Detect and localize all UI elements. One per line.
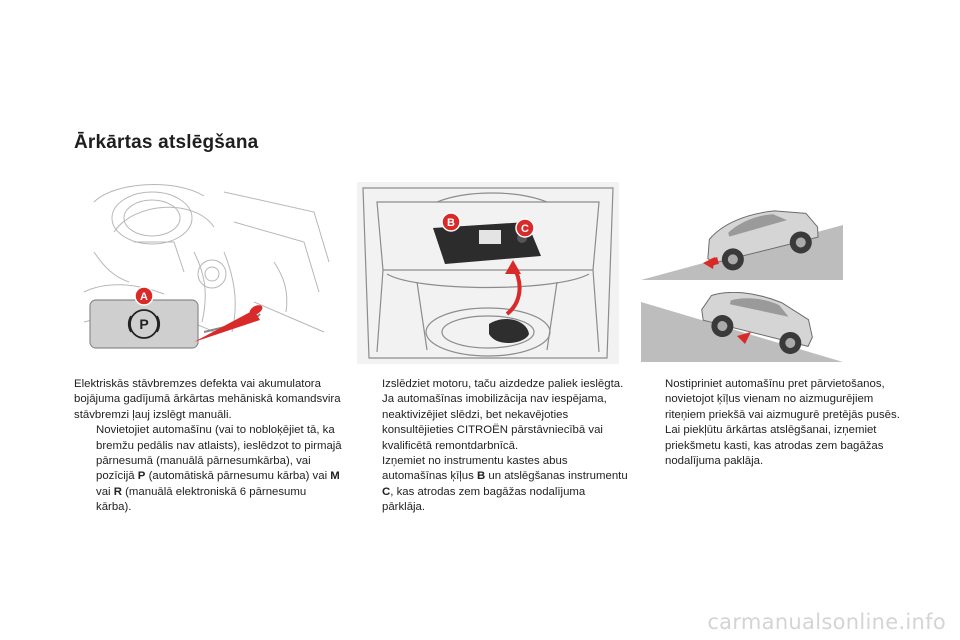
bullet-icon [360,377,382,454]
slope-downhill-illustration [641,292,843,362]
label-b: B [447,217,455,229]
page-title: Ārkārtas atslēgšana [74,132,259,153]
list-item: Izņemiet no instrumentu kastes abus automašīnas ķīļus B un atslēgšanas instrumentu C, kas atrodas zem bagāžas nodalījuma pārklāja. [360,454,628,516]
bullet-icon [643,377,665,423]
watermark: carmanualsonline.info [707,610,946,634]
bullet-icon [643,423,665,469]
column-2 [360,377,628,516]
intro-text: Elektriskās stāvbremzes defekta vai akumulatora bojājuma gadījumā ārkārtas mehāniskā komandsvira stāvbremzi ļauj izslēgt manuāli. [74,378,341,421]
list-item: Nostipriniet automašīnu pret pārvietošanos, novietojot ķīļus vienam no aizmugurējiem riteņiem priekšā vai aizmugurē pretējās pusēs. [643,377,913,423]
bullet-icon [74,423,96,515]
column-3 [643,377,913,469]
trunk-illustration [357,182,619,364]
park-symbol: P [139,316,149,332]
slope-uphill-illustration [641,185,843,280]
list-item: Izslēdziet motoru, taču aizdedze paliek ieslēgta. Ja automašīnas imobilizācija nav iespējama, neaktivizējiet slēdzi, bet nekavējoties konsultējieties CITROËN pārstāvniecībā vai kvalificētā remontdarbnīcā. [360,377,628,454]
column-1 [74,377,344,516]
list-item: Lai piekļūtu ārkārtas atslēgšanai, izņemiet priekšmetu kasti, kas atrodas zem bagāžas nodalījuma paklāja. [643,423,913,469]
list-item: Novietojiet automašīnu (vai to nobloķējiet tā, ka bremžu pedālis nav atlaists), ieslēdzot to pirmajā pārnesumā (manuālā pārnesumkārba), vai pozīcijā P (automātiskā pārnesumu kārba) vai M vai R (manuālā elektroniskā 6 pārnesumu kārba). [74,423,344,515]
bullet-icon [360,454,382,516]
label-c: C [521,223,529,235]
interior-illustration [74,182,339,357]
label-a: A [140,291,148,303]
